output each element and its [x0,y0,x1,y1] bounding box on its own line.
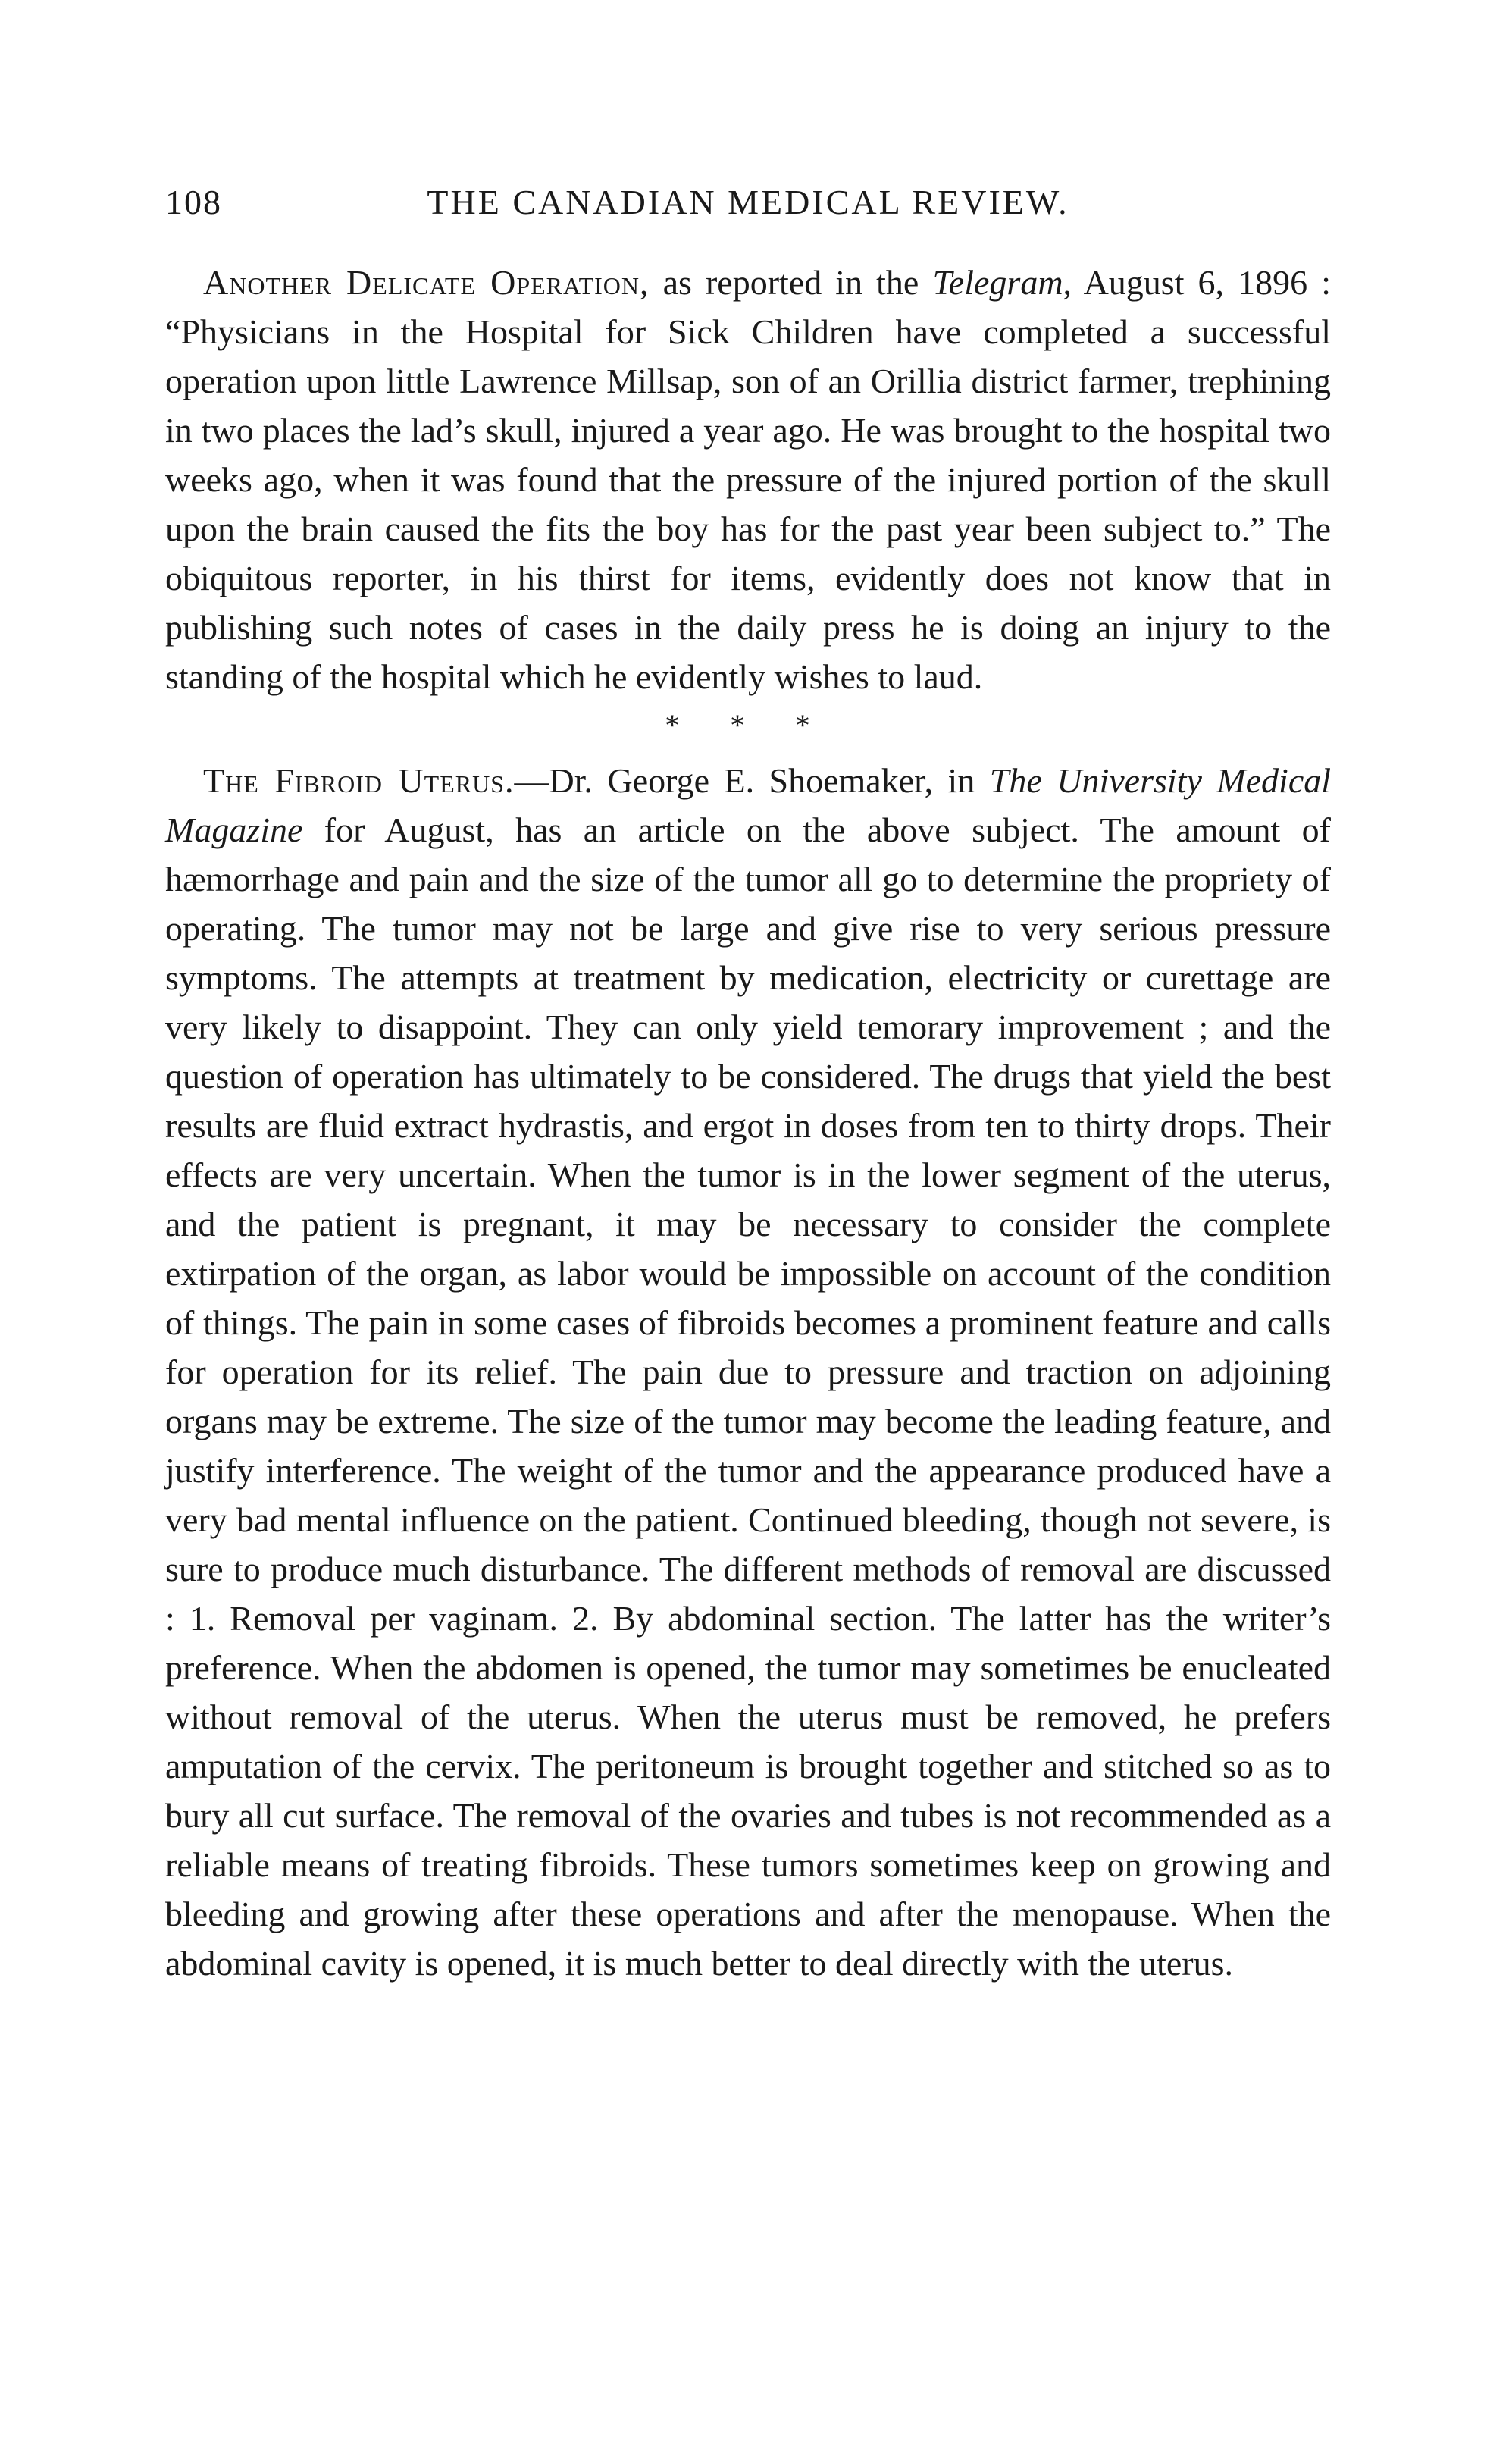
section-divider: * * * [665,708,831,742]
article-heading: The Fibroid Uterus. [203,761,515,800]
article-text: as reported in the [649,263,933,302]
article-delicate-operation [165,258,1331,701]
page-number: 108 [165,183,222,221]
publication-title: The University Medical Magazine [165,761,1332,849]
article-fibroid-uterus [165,756,1331,1988]
running-head [165,176,1331,229]
article-text: for August, has an article on the above subject. The amount of hæmorrhage and pain and the size of the tumor all go to determine the propriety of operating. The tumor may not be large and give rise to very serious pressure symptoms. The attempts at treatment by medication, electricity or curettage are very likely to disappoint. They can only yield temorary improvement ; and the question of operation has ultimately to be considered. The drugs that yield the best results are fluid extract hydrastis, and ergot in doses from ten to thirty drops. Their effects are very uncertain. When the tumor is in the lower segment of the uterus, and the patient is pregnant, it may be necessary to consider the complete extirpation of the organ, as labor would be impossible on account of the condition of things. The pain in some cases of fibroids becomes a prominent feature and calls for operation for its relief. The pain due to pressure and traction on adjoining organs may be extreme. The size of the tumor may become the leading feature, and justify interference. The weight of the tumor and the appearance produced have a very bad mental influence on the patient. Continued bleeding, though not severe, is sure to produce much disturbance. The different methods of removal are discussed : 1. Removal per vaginam. 2. By abdominal section. The latter has the writer’s preference. When the abdomen is opened, the tumor may sometimes be enucleated without removal of the uterus. When the uterus must be removed, he prefers amputation of the cervix. The peritoneum is brought together and stitched so as to bury all cut surface. The removal of the ovaries and tubes is not recommended as a reliable means of treating fibroids. These tumors sometimes keep on growing and bleeding and growing after these operations and after the menopause. When the abdominal cavity is opened, it is much better to deal directly with the uterus. [165,810,1331,1983]
article-text: , August 6, 1896 : “Physicians in the Hospital for Sick Children have completed a successful operation upon little Lawrence Millsap, son of an Orillia district farmer, trephining in two places the lad’s skull, injured a year ago. He was brought to the hospital two weeks ago, when it was found that the pressure of the injured portion of the skull upon the brain caused the fits the boy has for the past year been subject to.” The obiquitous reporter, in his thirst for items, evidently does not know that in publishing such notes of cases in the daily press he is doing an injury to the standing of the hospital which he evidently wishes to laud. [165,263,1331,696]
page-content [165,176,1331,1988]
article-text: —Dr. George E. Shoemaker, in [514,761,990,800]
publication-title: Telegram [932,263,1063,302]
journal-title: THE CANADIAN MEDICAL REVIEW. [427,183,1069,221]
article-heading: Another Delicate Operation, [203,263,650,302]
